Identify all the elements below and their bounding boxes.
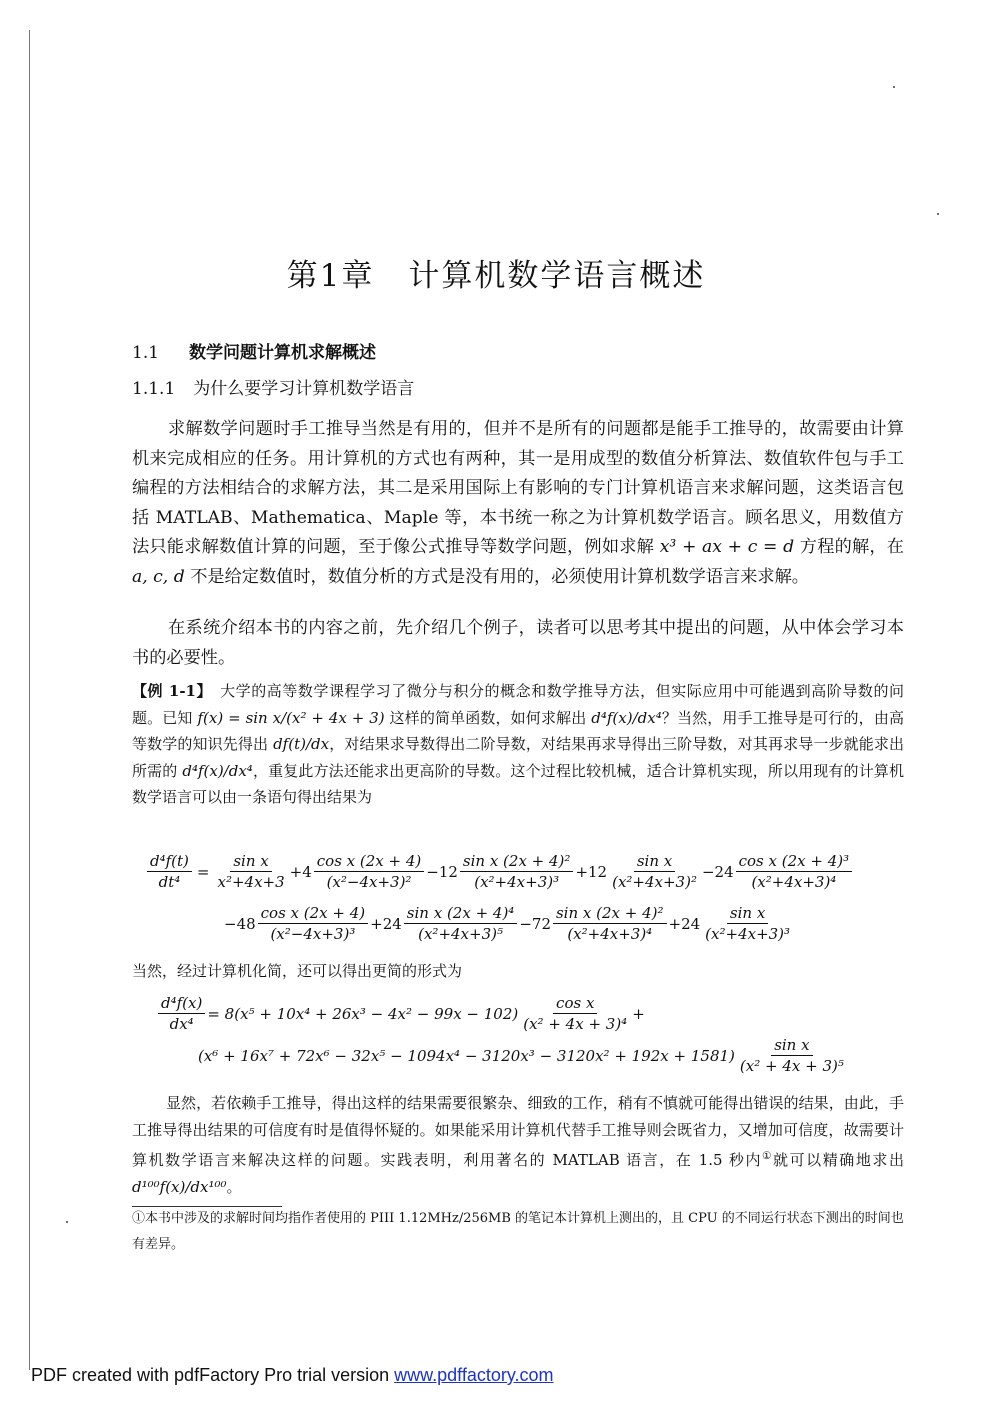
fraction-denominator: (x²−4x+3)² <box>326 873 412 891</box>
equation-term <box>404 904 518 943</box>
equation-2-line-2 <box>198 1036 849 1075</box>
fraction-numerator: sin x <box>634 852 675 872</box>
term-coefficient: −24 <box>701 862 734 881</box>
fraction-denominator: (x²+4x+3)² <box>612 873 697 891</box>
fraction-denominator: (x²+4x+3)⁵ <box>418 925 503 943</box>
equation-term <box>258 904 368 943</box>
fraction-numerator: sin x <box>771 1036 812 1056</box>
inline-math: x³ + ax + c = d <box>659 537 795 557</box>
equation-term <box>737 1036 847 1075</box>
equation-term <box>702 904 793 943</box>
fraction-denominator: (x²+4x+3)³ <box>705 925 791 943</box>
equation-term <box>314 852 424 891</box>
plus-sign: + <box>632 1004 645 1023</box>
equation-term <box>460 852 574 891</box>
fraction-numerator: sin x (2x + 4)⁴ <box>404 904 518 924</box>
term-coefficient: −48 <box>224 914 256 933</box>
fraction-numerator: cos x (2x + 4)³ <box>736 852 853 872</box>
term-coefficient: +24 <box>668 914 701 933</box>
fraction-numerator: cos x (2x + 4) <box>258 904 368 924</box>
paragraph-text: 不是给定数值时，数值分析的方式是没有用的，必须使用计算机数学语言来求解。 <box>184 566 809 587</box>
fraction-numerator: cos x (2x + 4) <box>314 852 424 872</box>
fraction-denominator: (x²+4x+3)⁴ <box>751 873 837 891</box>
paragraph-intro <box>132 415 904 592</box>
term-coefficient: −72 <box>519 914 551 933</box>
subsection-number: 1.1.1 <box>132 379 176 399</box>
polynomial-factor: (x⁶ + 16x⁷ + 72x⁶ − 32x⁵ − 1094x⁴ − 3120x³ − 3120x² + 192x + 1581) <box>198 1046 735 1065</box>
equation-2-line-1 <box>156 994 645 1033</box>
term-coefficient: +24 <box>370 914 402 933</box>
paragraph-text: 求解数学问题时手工推导当然是有用的，但并不是所有的问题都是能手工推导的，故需要由计算机来完成相应的任务。用计算机的方式也有两种，其一是用成型的数值分析算法、数值软件包与手工编程的方法相结合的求解方法，其二是采用国际上有影响的专门计算机语言来求解问题，这类语言包括 MATLAB、Mathematica、Maple 等，本书统一称之为计算机数学语言。顾名思义，用数值方法只能求解数值计算的问题，至于像公式推导等数学问题，例如求解 <box>132 419 904 557</box>
equation-lhs <box>147 852 192 891</box>
section-heading <box>132 338 376 363</box>
example-text: 大学的高等数学课程学习了微分与积分的概念和数学推导方法，但实际应用中可能遇到高阶导数的问题。已知 <box>132 682 904 727</box>
scan-speck <box>66 1221 68 1223</box>
section-title: 数学问题计算机求解概述 <box>189 343 377 363</box>
simplified-intro: 当然，经过计算机化简，还可以得出更简的形式为 <box>132 962 463 980</box>
conclusion-text: 显然，若依赖手工推导，得出这样的结果需要很繁杂、细致的工作，稍有不慎就可能得出错误的结果，由此，手工推导得出结果的可信度有时是值得怀疑的。如果能采用计算机代替手工推导则会既省力，又增加可信度，故需要计算机数学语言来解决这样的问题。实践表明，利用著名的 MATLAB 语言，在 1.5 秒内 <box>132 1094 904 1169</box>
equation-1-line-2 <box>224 904 795 943</box>
term-coefficient: +4 <box>289 862 312 881</box>
equation-1-line-1 <box>145 852 854 891</box>
equation-term <box>736 852 853 891</box>
chapter-number: 第1章 <box>286 258 375 294</box>
term-coefficient: +12 <box>575 862 608 881</box>
inline-math: df(t)/dx <box>273 735 330 753</box>
section-number: 1.1 <box>132 343 160 363</box>
inline-math: d¹⁰⁰f(x)/dx¹⁰⁰ <box>132 1177 227 1196</box>
footnote: ①本书中涉及的求解时间均指作者使用的 PIII 1.12MHz/256MB 的笔记本计算机上测出的，且 CPU 的不同运行状态下测出的时间也有差异。 <box>132 1211 904 1252</box>
chapter-title <box>0 250 992 295</box>
fraction-numerator: sin x <box>727 904 768 924</box>
example-text: ，重复此方法还能求出更高阶的导数。这个过程比较机械，适合计算机实现，所以用现有的计算机数学语言可以由一条语句得出结果为 <box>132 761 904 806</box>
scan-speck <box>893 86 895 88</box>
fraction-numerator: sin x <box>230 852 271 872</box>
fraction-numerator: sin x (2x + 4)² <box>553 904 667 924</box>
fraction-denominator: (x² + 4x + 3)⁵ <box>739 1057 844 1075</box>
footnote-marker: ① <box>762 1150 773 1162</box>
paragraph-text: 方程的解，在 <box>794 537 904 557</box>
fraction-numerator: d⁴f(t) <box>147 852 192 872</box>
watermark-link[interactable]: www.pdffactory.com <box>394 1365 554 1385</box>
pdffactory-watermark <box>31 1365 554 1386</box>
fraction-denominator: (x²+4x+3)⁴ <box>567 925 653 943</box>
fraction-numerator: cos x <box>553 994 597 1014</box>
term-coefficient: −12 <box>426 862 458 881</box>
equation-term <box>553 904 667 943</box>
equation-lhs <box>158 994 205 1033</box>
polynomial-factor: = 8(x⁵ + 10x⁴ + 26x³ − 4x² − 99x − 102) <box>207 1004 519 1023</box>
equation-term <box>609 852 700 891</box>
example-text: ？当然，用手工推导是可行的，由高等数学的知识先得出 <box>132 708 904 753</box>
equation-term <box>520 994 630 1033</box>
fraction-denominator: dt⁴ <box>158 873 181 891</box>
subsection-title: 为什么要学习计算机数学语言 <box>193 379 415 399</box>
inline-math: d⁴f(x)/dx⁴ <box>182 761 253 780</box>
scan-speck <box>937 213 939 215</box>
inline-math: a, c, d <box>132 566 185 587</box>
paragraph-preface-examples: 在系统介绍本书的内容之前，先介绍几个例子，读者可以思考其中提出的问题，从中体会学习本书的必要性。 <box>132 618 904 668</box>
conclusion-paragraph <box>132 1090 904 1200</box>
conclusion-text: 。 <box>226 1177 242 1196</box>
example-text: 这样的简单函数，如何求解出 <box>384 708 592 727</box>
conclusion-text: 就可以精确地求出 <box>773 1151 904 1169</box>
fraction-denominator: (x²−4x+3)³ <box>270 925 356 943</box>
equals-sign: = <box>196 862 210 881</box>
equation-term <box>214 852 287 891</box>
fraction-numerator: sin x (2x + 4)² <box>460 852 574 872</box>
example-tag: 【例 1-1】 <box>132 682 213 700</box>
page-binding-line <box>29 30 30 1370</box>
fraction-denominator: (x² + 4x + 3)⁴ <box>523 1015 628 1033</box>
inline-math: f(x) = sin x/(x² + 4x + 3) <box>197 708 385 727</box>
example-1-1 <box>132 678 904 811</box>
fraction-denominator: dx⁴ <box>169 1015 194 1033</box>
inline-math: d⁴f(x)/dx⁴ <box>591 708 662 727</box>
watermark-text: PDF created with pdfFactory Pro trial version <box>31 1365 395 1385</box>
subsection-heading <box>132 374 414 399</box>
fraction-numerator: d⁴f(x) <box>158 994 205 1014</box>
fraction-denominator: x²+4x+3 <box>217 873 285 891</box>
example-text: ，对结果求导数得出二阶导数，对结果再求导得出三阶导数，对其再求导一步就能求出所需的 <box>132 735 904 780</box>
fraction-denominator: (x²+4x+3)³ <box>474 873 560 891</box>
chapter-name: 计算机数学语言概述 <box>408 258 706 294</box>
